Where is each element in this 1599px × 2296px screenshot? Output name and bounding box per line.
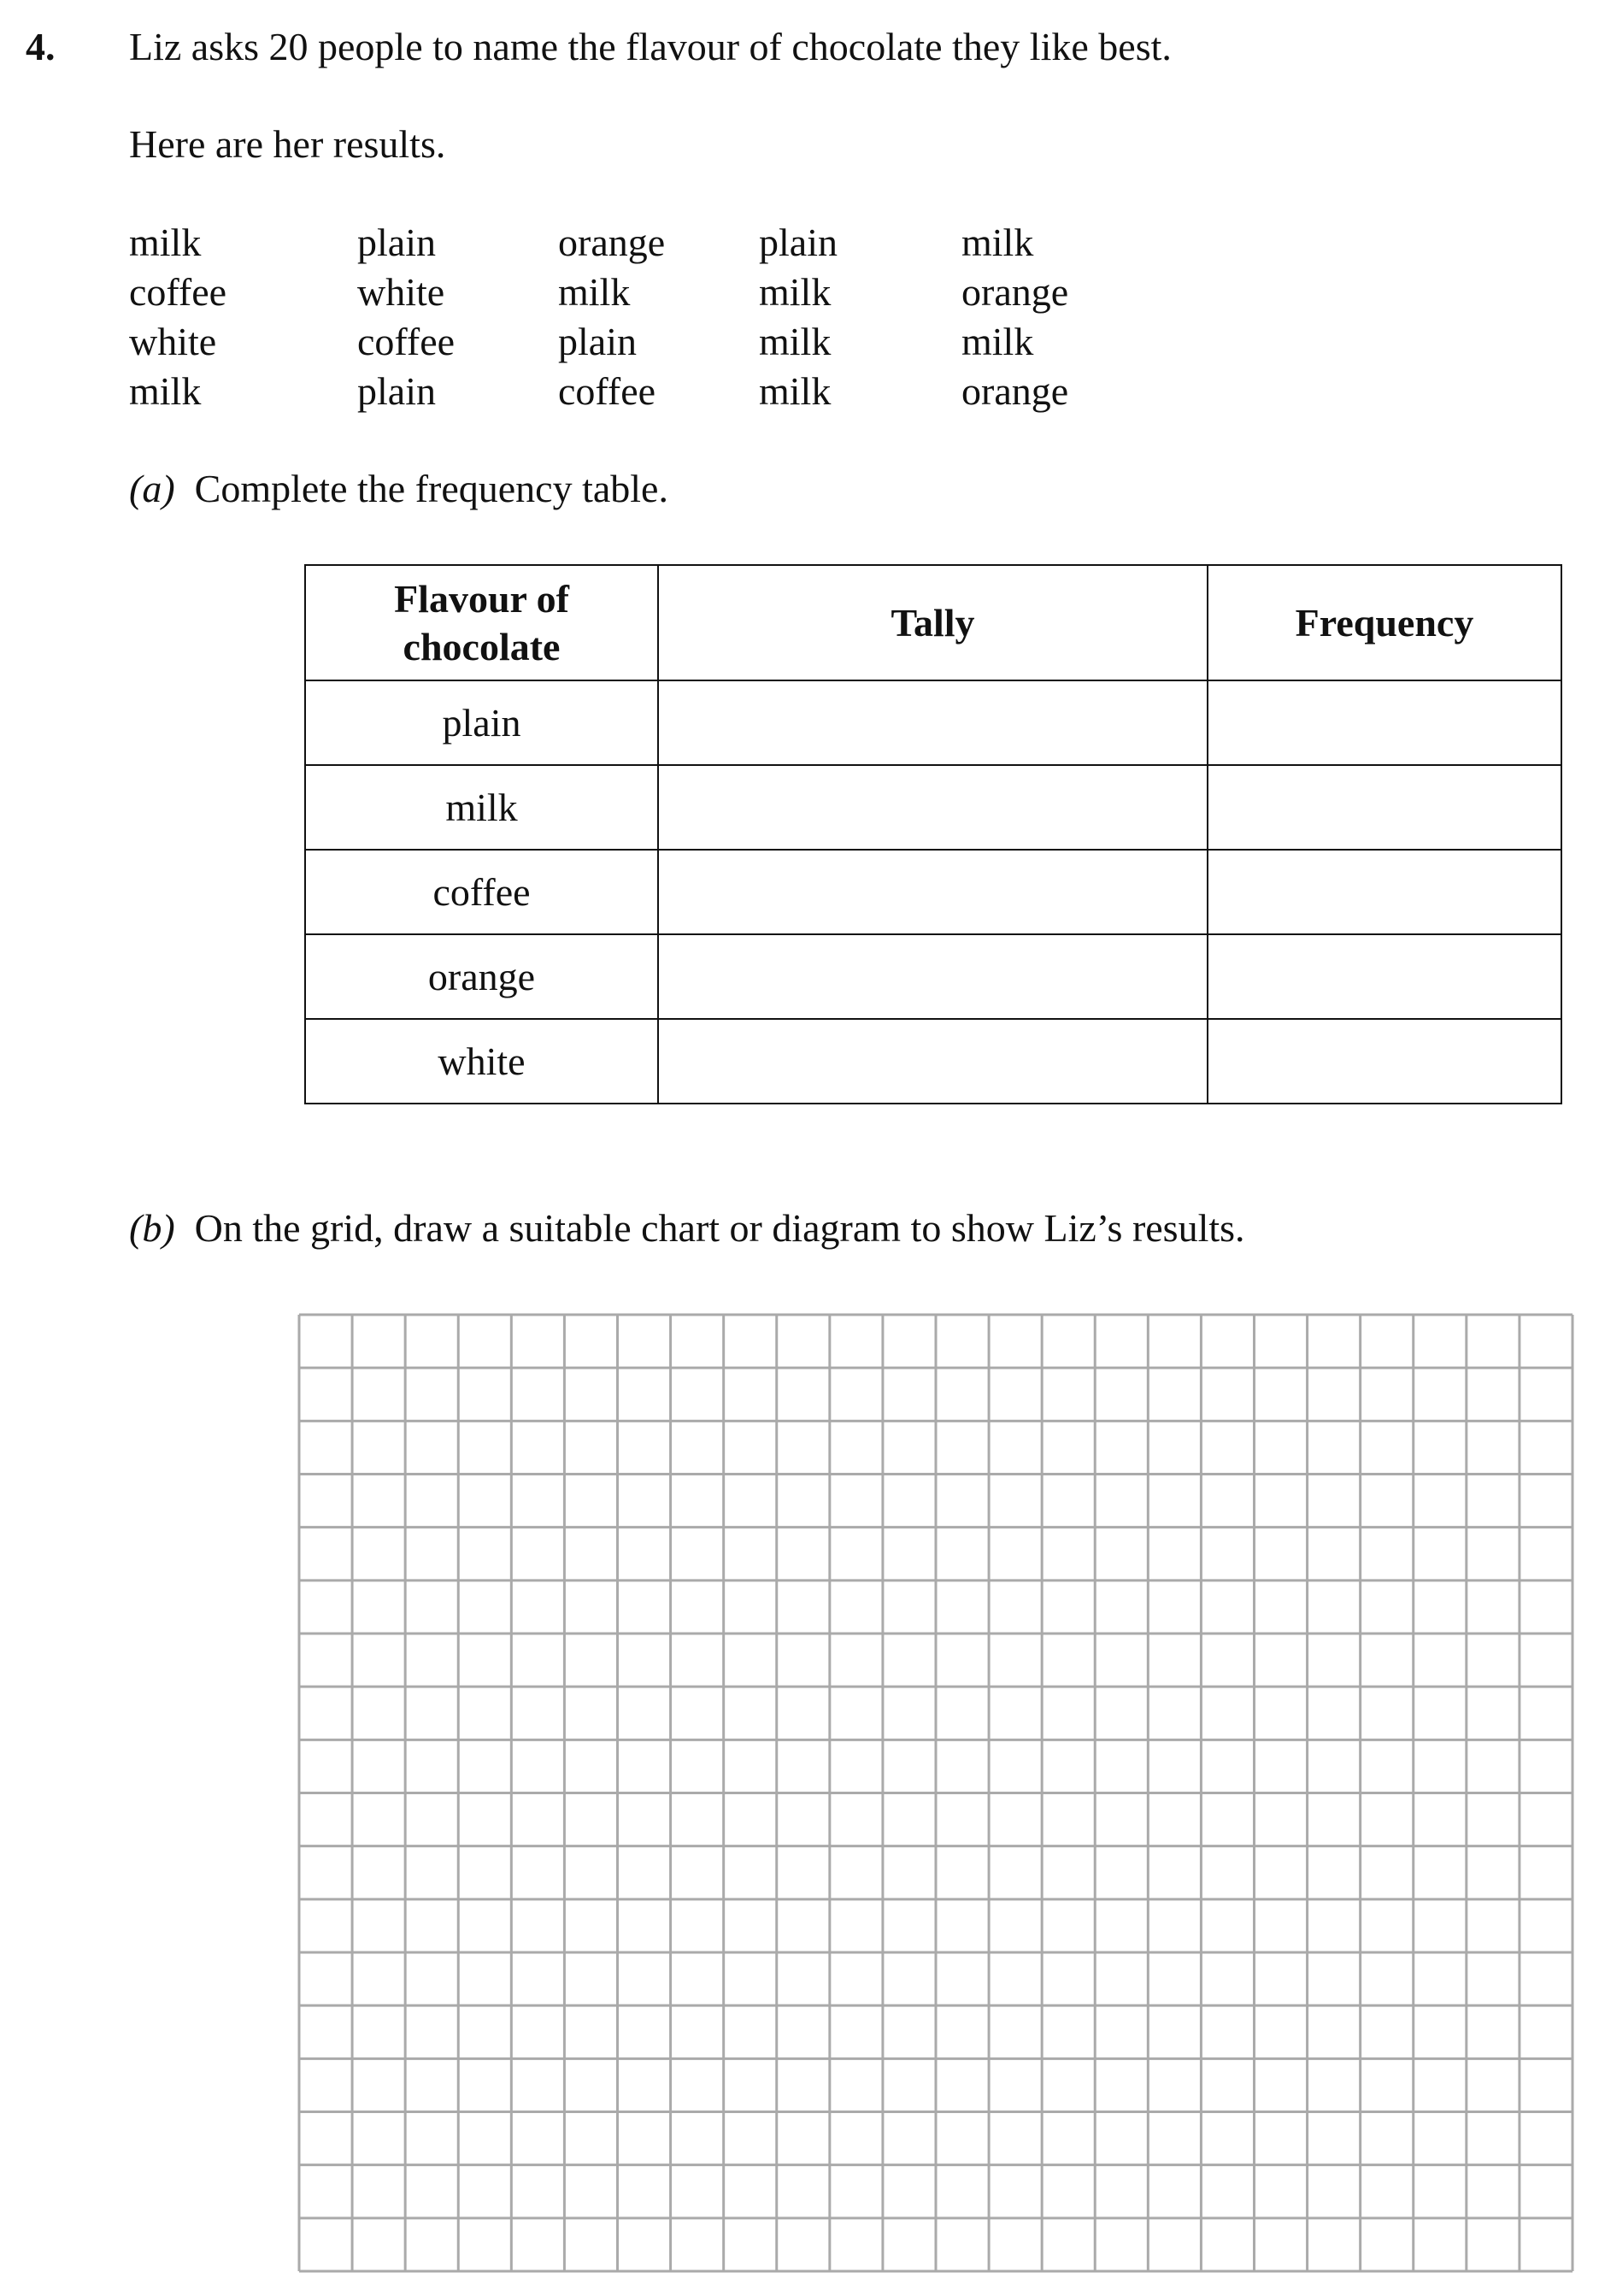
flavour-cell: white xyxy=(305,1019,658,1104)
flavour-cell: coffee xyxy=(305,850,658,934)
results-column xyxy=(129,218,226,416)
result-item: orange xyxy=(558,221,666,264)
question-number: 4. xyxy=(26,25,56,68)
header-tally: Tally xyxy=(658,565,1208,680)
part-a-instruction xyxy=(129,466,668,511)
result-item: plain xyxy=(558,320,637,363)
table-row xyxy=(305,934,1561,1019)
result-item: milk xyxy=(961,320,1034,363)
tally-cell[interactable] xyxy=(658,934,1208,1019)
results-column xyxy=(759,218,838,416)
flavour-cell: milk xyxy=(305,765,658,850)
tally-cell[interactable] xyxy=(658,1019,1208,1104)
flavour-cell: plain xyxy=(305,680,658,765)
tally-cell[interactable] xyxy=(658,850,1208,934)
result-item: milk xyxy=(129,369,202,413)
result-item: milk xyxy=(759,369,832,413)
table-row xyxy=(305,680,1561,765)
frequency-cell[interactable] xyxy=(1208,765,1561,850)
results-column xyxy=(961,218,1068,416)
answer-grid[interactable] xyxy=(297,1312,1575,2278)
part-b-label: (b) xyxy=(129,1206,175,1250)
results-intro: Here are her results. xyxy=(129,122,446,166)
result-item: plain xyxy=(357,369,436,413)
frequency-table xyxy=(304,564,1562,1104)
frequency-cell[interactable] xyxy=(1208,850,1561,934)
question-stem: Liz asks 20 people to name the flavour of chocolate they like best. xyxy=(129,25,1172,68)
result-item: orange xyxy=(961,270,1069,314)
result-item: orange xyxy=(961,369,1069,413)
result-item: milk xyxy=(961,221,1034,264)
flavour-cell: orange xyxy=(305,934,658,1019)
result-item: milk xyxy=(759,270,832,314)
result-item: milk xyxy=(129,221,202,264)
results-column xyxy=(357,218,455,416)
table-row xyxy=(305,765,1561,850)
results-column xyxy=(558,218,665,416)
part-a-label: (a) xyxy=(129,467,175,510)
header-frequency: Frequency xyxy=(1208,565,1561,680)
tally-cell[interactable] xyxy=(658,765,1208,850)
result-item: plain xyxy=(759,221,838,264)
result-item: white xyxy=(357,270,445,314)
part-b-text: On the grid, draw a suitable chart or diagram to show Liz’s results. xyxy=(194,1206,1245,1250)
tally-cell[interactable] xyxy=(658,680,1208,765)
table-row xyxy=(305,1019,1561,1104)
result-item: white xyxy=(129,320,217,363)
frequency-cell[interactable] xyxy=(1208,1019,1561,1104)
result-item: milk xyxy=(759,320,832,363)
header-flavour-line1: Flavour of xyxy=(394,576,569,621)
part-b-instruction xyxy=(129,1205,1245,1251)
table-row xyxy=(305,850,1561,934)
result-item: coffee xyxy=(558,369,656,413)
grid-canvas[interactable] xyxy=(297,1312,1575,2274)
part-a-text: Complete the frequency table. xyxy=(194,467,668,510)
header-flavour-line2: chocolate xyxy=(403,624,561,668)
frequency-cell[interactable] xyxy=(1208,680,1561,765)
frequency-cell[interactable] xyxy=(1208,934,1561,1019)
result-item: milk xyxy=(558,270,631,314)
header-flavour xyxy=(305,565,658,680)
result-item: plain xyxy=(357,221,436,264)
result-item: coffee xyxy=(357,320,456,363)
result-item: coffee xyxy=(129,270,227,314)
table-header-row xyxy=(305,565,1561,680)
